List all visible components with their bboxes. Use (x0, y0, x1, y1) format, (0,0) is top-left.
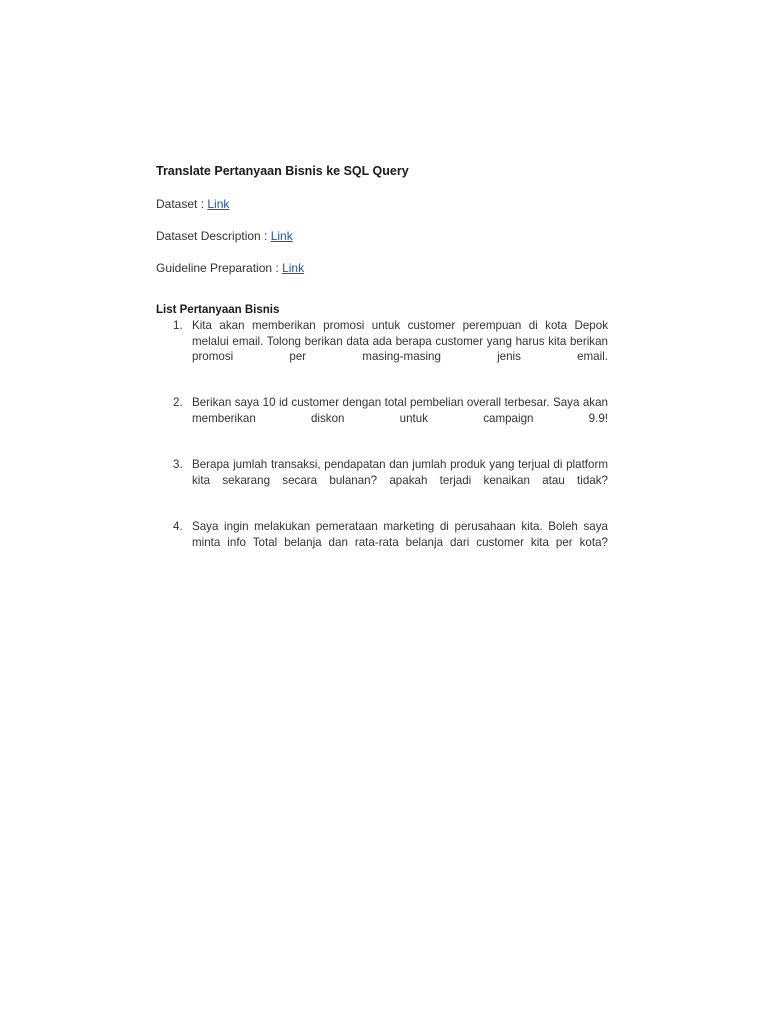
dataset-link[interactable]: Link (207, 197, 230, 211)
guideline-preparation-label: Guideline Preparation : (156, 261, 283, 275)
list-item-text: Kita akan memberikan promosi untuk customer perempuan di kota Depok melalui email. Tolong berikan data ada berapa customer yang harus kita berikan promosi per masing-masing jenis email. (192, 319, 608, 364)
guideline-preparation-link[interactable]: Link (282, 261, 305, 275)
list-item-number: 2. (173, 396, 183, 410)
list-item-text: Berapa jumlah transaksi, pendapatan dan jumlah produk yang terjual di platform kita sekarang secara bulanan? apakah terjadi kenaikan atau tidak? (192, 458, 608, 487)
list-item-text: Berikan saya 10 id customer dengan total pembelian overall terbesar. Saya akan memberikan diskon untuk campaign 9.9! (192, 396, 608, 425)
dataset-description-label: Dataset Description : (156, 229, 271, 243)
guideline-preparation-field (156, 260, 608, 276)
document-title: Translate Pertanyaan Bisnis ke SQL Query (156, 164, 409, 178)
list-item-text: Saya ingin melakukan pemerataan marketing di perusahaan kita. Boleh saya minta info Total belanja dan rata-rata belanja dari customer kita per kota? (192, 519, 608, 549)
list-item-number: 4. (173, 519, 183, 533)
dataset-label: Dataset : (156, 197, 208, 211)
list-item (156, 457, 608, 504)
question-list-title: List Pertanyaan Bisnis (156, 304, 280, 316)
document-page (156, 163, 608, 566)
dataset-description-field (156, 228, 608, 244)
list-item (156, 395, 608, 442)
list-item-number: 1. (173, 319, 183, 332)
dataset-description-link[interactable]: Link (270, 229, 293, 243)
list-item-number: 3. (173, 458, 183, 472)
list-item (156, 519, 608, 566)
question-list (156, 318, 608, 566)
dataset-field (156, 196, 608, 212)
list-item (156, 318, 608, 380)
